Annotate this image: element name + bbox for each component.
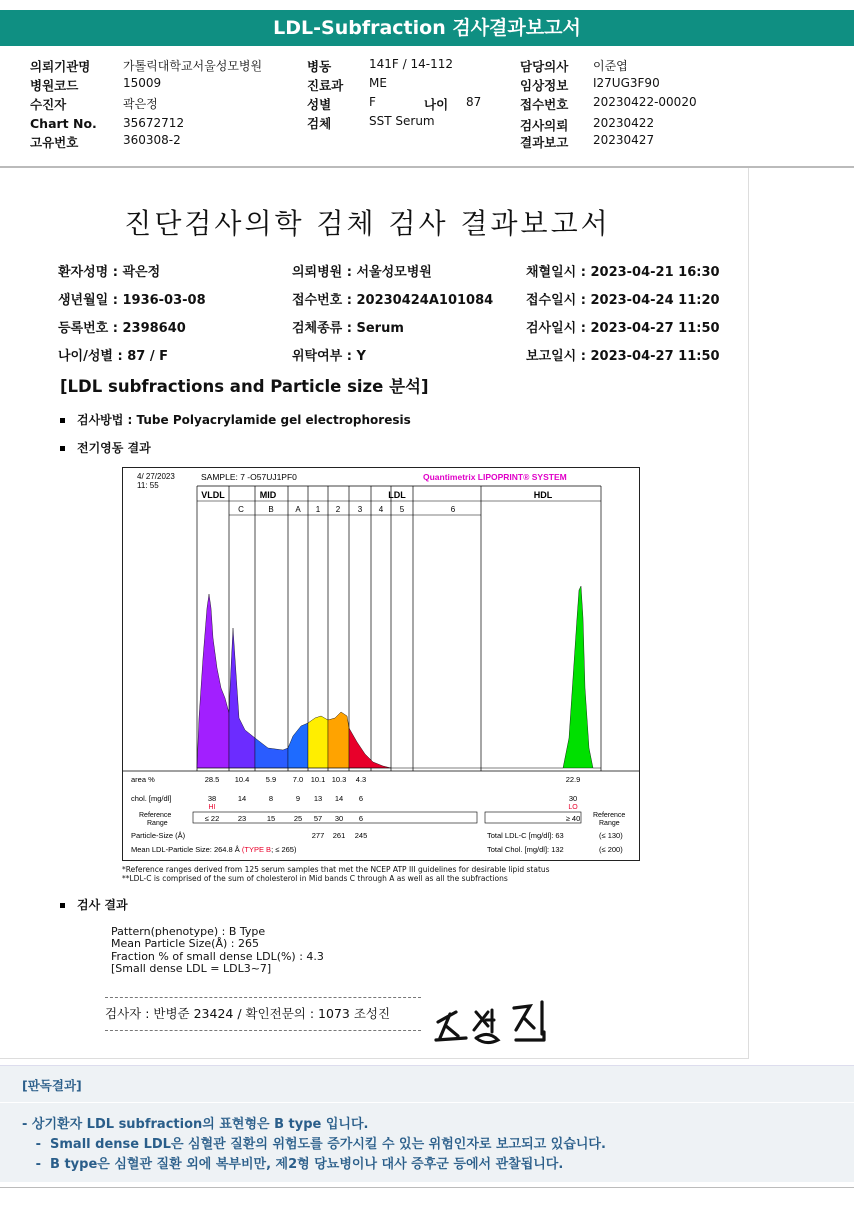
header-label: 접수번호 [520, 97, 569, 112]
lo-flag: LO [568, 804, 578, 811]
footnote-2: **LDL-C is comprised of the sum of cholesterol in Mid bands C through A as well as all the subfractions [122, 874, 508, 883]
panel-header [0, 1066, 854, 1103]
area-value: 28.5 [204, 775, 220, 784]
info-birthdate: 생년월일 : 1936-03-08 [58, 293, 206, 308]
ref-value: 23 [237, 814, 247, 823]
result-sdldl-def: [Small dense LDL = LDL3~7] [111, 962, 272, 975]
chol-label: chol. [mg/dl] [131, 794, 172, 803]
header-value: I27UG3F90 [593, 76, 660, 90]
electro-bullet [60, 439, 151, 456]
header-label: 병동 [307, 59, 332, 74]
ref-value: ≤ 22 [204, 814, 220, 823]
header-value: 20230422 [593, 116, 655, 130]
header-value: 141F / 14-112 [369, 57, 453, 71]
result-mean-size: Mean Particle Size(Å) : 265 [111, 937, 259, 950]
group-label-hdl: HDL [533, 490, 553, 500]
ref-label: Reference [593, 812, 626, 819]
band-label: 4 [378, 505, 384, 514]
header-label: 병원코드 [30, 78, 79, 93]
header-value: 20230422-00020 [593, 95, 697, 109]
header-label: 고유번호 [30, 135, 79, 150]
panel-title: [판독결과] [22, 1078, 82, 1093]
header-value: 35672712 [123, 116, 185, 130]
header-label: 나이 [424, 97, 449, 112]
area-value: 4.3 [355, 775, 367, 784]
band-label: B [268, 505, 274, 514]
band-label: 3 [357, 505, 363, 514]
header-label: Chart No. [30, 116, 97, 131]
size-value: 261 [332, 831, 346, 840]
section-title: [LDL subfractions and Particle size 분석] [60, 377, 429, 396]
area-value: 5.9 [265, 775, 277, 784]
peak-band-4 [308, 716, 328, 768]
header-label: 담당의사 [520, 59, 569, 74]
header-value: 360308-2 [123, 133, 181, 147]
ref-value: 15 [266, 814, 276, 823]
interpretation-panel [0, 1065, 854, 1182]
interpretation-line: - 상기환자 LDL subfraction의 표현형은 B type 입니다. [22, 1117, 369, 1132]
peak-band-3 [288, 723, 308, 768]
area-value: 10.1 [310, 775, 326, 784]
band-label: 6 [450, 505, 456, 514]
info-hospital: 의뢰병원 : 서울성모병원 [292, 265, 432, 280]
header-value: 20230427 [593, 133, 655, 147]
result-pattern: Pattern(phenotype) : B Type [111, 925, 266, 938]
peak-band-6 [349, 728, 391, 768]
band-label: 1 [315, 505, 321, 514]
hi-flag: HI [208, 804, 216, 811]
peak-band-7 [563, 586, 593, 768]
group-label-mid: MID [259, 490, 277, 500]
ref-label: Range [147, 820, 168, 827]
area-value: 7.0 [292, 775, 304, 784]
chol-value: 30 [568, 794, 578, 803]
interpretation-line: - Small dense LDL은 심혈관 질환의 위험도를 증가시킬 수 있는 위험인자로 보고되고 있습니다. [22, 1137, 606, 1152]
info-collect-time: 채혈일시 : 2023-04-21 16:30 [526, 265, 720, 280]
ref-value: 6 [358, 814, 364, 823]
header-label: 검사의뢰 [520, 118, 569, 133]
chart-date: 4/ 27/2023 [137, 472, 175, 481]
mean-size: Mean LDL-Particle Size: 264.8 Å (TYPE B; ≤ 265) [131, 845, 297, 854]
chol-value: 38 [207, 794, 217, 803]
report-title: LDL-Subfraction 검사결과보고서 [273, 17, 581, 39]
footnote-1: *Reference ranges derived from 125 serum samples that met the NCEP ATP III guidelines for desirable lipid status [122, 865, 550, 874]
info-accession: 접수번호 : 20230424A101084 [292, 293, 494, 308]
chol-value: 14 [334, 794, 344, 803]
ref-value: 57 [313, 814, 323, 823]
header-value: 15009 [123, 76, 162, 90]
header-value: 곽은정 [123, 97, 158, 111]
chol-value: 8 [268, 794, 274, 803]
signature-line [105, 997, 421, 1031]
patient-header [0, 48, 854, 168]
total-chol: Total Chol. [mg/dl]: 132 [487, 845, 564, 854]
method-bullet [60, 411, 411, 428]
peak-band-5 [328, 712, 349, 768]
info-patient: 환자성명 : 곽은정 [58, 265, 161, 280]
chol-value: 9 [295, 794, 301, 803]
total-ldl: Total LDL-C [mg/dl]: 63 [487, 831, 564, 840]
header-value: SST Serum [369, 114, 435, 128]
chol-value: 6 [358, 794, 364, 803]
signature-image [432, 996, 572, 1048]
chol-value: 13 [313, 794, 323, 803]
result-fraction: Fraction % of small dense LDL(%) : 4.3 [111, 950, 324, 963]
group-label-ldl: LDL [388, 490, 406, 500]
info-specimen: 검체종류 : Serum [292, 321, 404, 336]
ref-value: 30 [334, 814, 344, 823]
area-value: 22.9 [565, 775, 581, 784]
electrophoresis-svg [123, 468, 639, 860]
info-receive-time: 접수일시 : 2023-04-24 11:20 [526, 293, 720, 308]
band-label: A [295, 505, 301, 514]
header-label: 수진자 [30, 97, 67, 112]
result-heading: 검사 결과 [77, 898, 128, 912]
chart-sample: SAMPLE: 7 -O57UJ1PF0 [201, 472, 297, 482]
header-value: 이준엽 [593, 59, 628, 73]
info-age-sex: 나이/성별 : 87 / F [58, 349, 169, 364]
ref-label: Range [599, 820, 620, 827]
ref-label: Reference [139, 812, 172, 819]
ref-value: ≥ 40 [565, 814, 581, 823]
total-ldl-ref: (≤ 130) [599, 831, 623, 840]
info-report-time: 보고일시 : 2023-04-27 11:50 [526, 349, 720, 364]
band-label: 2 [335, 505, 341, 514]
info-reg-no: 등록번호 : 2398640 [58, 321, 186, 336]
size-value: 277 [311, 831, 325, 840]
header-label: 검체 [307, 116, 332, 131]
electrophoresis-chart [122, 467, 640, 861]
report-title-bar [0, 10, 854, 46]
result-bullet [60, 896, 128, 913]
group-label-vldl: VLDL [201, 490, 225, 500]
header-value: 가톨릭대학교서울성모병원 [123, 59, 263, 73]
size-value: 245 [354, 831, 368, 840]
chart-time: 11: 55 [137, 481, 159, 490]
area-value: 10.4 [234, 775, 250, 784]
interpretation-line: - B type은 심혈관 질환 외에 복부비만, 제2형 당뇨병이나 대사 증후군 등에서 관찰됩니다. [22, 1157, 564, 1172]
header-value: F [369, 95, 376, 109]
header-label: 의뢰기관명 [30, 59, 91, 74]
band-label: C [238, 505, 244, 514]
total-chol-ref: (≤ 200) [599, 845, 623, 854]
peak-band-0 [197, 594, 229, 768]
header-label: 임상정보 [520, 78, 569, 93]
chart-brand: Quantimetrix LIPOPRINT® SYSTEM [423, 472, 567, 482]
header-label: 진료과 [307, 78, 344, 93]
size-label: Particle-Size (Å) [131, 831, 186, 840]
electro-text: 전기영동 결과 [77, 441, 151, 455]
bottom-rule [0, 1187, 854, 1188]
header-value: ME [369, 76, 387, 90]
header-value: 87 [466, 95, 482, 109]
document-title: 진단검사의학 검체 검사 결과보고서 [124, 207, 611, 240]
header-label: 성별 [307, 97, 332, 112]
chol-value: 14 [237, 794, 247, 803]
signature-text: 검사자 : 반병준 23424 / 확인전문의 : 1073 조성진 [105, 1006, 391, 1021]
info-test-time: 검사일시 : 2023-04-27 11:50 [526, 321, 720, 336]
band-label: 5 [399, 505, 405, 514]
method-text: 검사방법 : Tube Polyacrylamide gel electrophoresis [77, 413, 411, 427]
area-label: area % [131, 775, 155, 784]
info-outsourced: 위탁여부 : Y [292, 349, 366, 364]
peak-band-2 [255, 738, 288, 768]
peak-band-1 [229, 628, 255, 768]
ref-value: 25 [293, 814, 303, 823]
header-label: 결과보고 [520, 135, 569, 150]
area-value: 10.3 [331, 775, 347, 784]
